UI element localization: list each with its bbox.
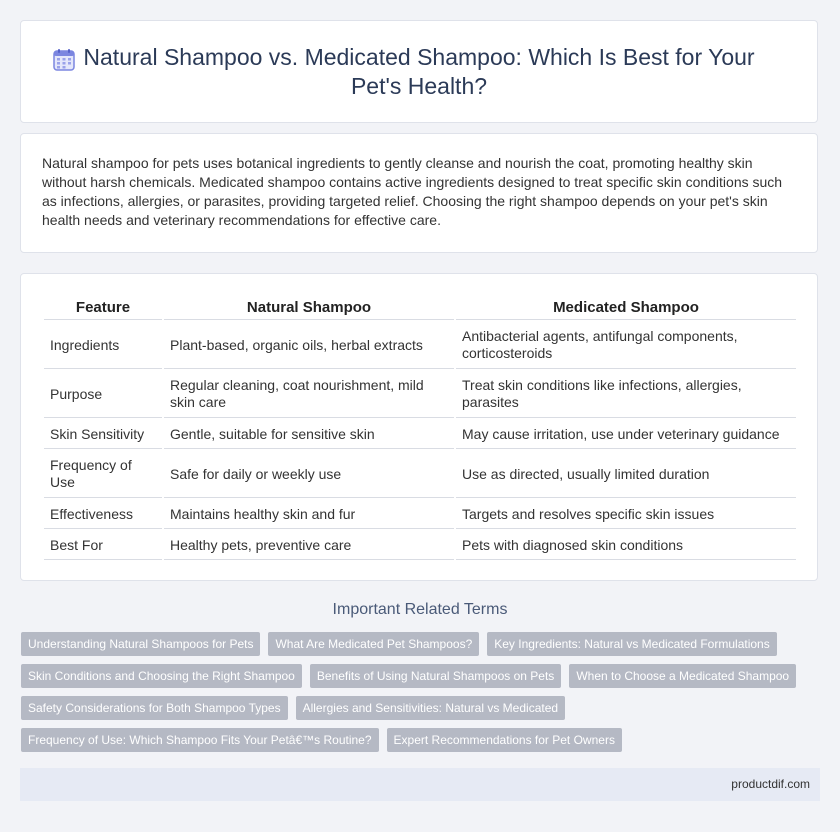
table-row — [44, 420, 796, 449]
related-term-link[interactable]: When to Choose a Medicated Shampoo — [569, 664, 796, 688]
table-cell: Use as directed, usually limited duration — [456, 451, 796, 498]
related-term-link[interactable]: Skin Conditions and Choosing the Right Shampoo — [21, 664, 302, 688]
table-cell: Safe for daily or weekly use — [164, 451, 454, 498]
comparison-table — [42, 294, 798, 562]
table-cell: Regular cleaning, coat nourishment, mild skin care — [164, 371, 454, 418]
related-term-link[interactable]: Key Ingredients: Natural vs Medicated Formulations — [487, 632, 776, 656]
table-row — [44, 322, 796, 369]
table-cell: Effectiveness — [44, 500, 162, 529]
related-term-link[interactable]: Expert Recommendations for Pet Owners — [387, 728, 622, 752]
column-header: Medicated Shampoo — [456, 296, 796, 320]
column-header: Natural Shampoo — [164, 296, 454, 320]
footer — [20, 768, 820, 801]
table-header-row — [44, 296, 796, 320]
comparison-card — [20, 273, 818, 581]
page-title: Natural Shampoo vs. Medicated Shampoo: Which Is Best for Your Pet's Health? — [83, 44, 755, 99]
table-row — [44, 371, 796, 418]
table-cell: Ingredients — [44, 322, 162, 369]
related-term-link[interactable]: Benefits of Using Natural Shampoos on Pets — [310, 664, 561, 688]
table-row — [44, 451, 796, 498]
intro-card — [20, 133, 818, 253]
table-cell: Skin Sensitivity — [44, 420, 162, 449]
table-cell: Purpose — [44, 371, 162, 418]
table-cell: Targets and resolves specific skin issues — [456, 500, 796, 529]
intro-paragraph: Natural shampoo for pets uses botanical ingredients to gently cleanse and nourish the coat, promoting healthy skin without harsh chemicals. Medicated shampoo contains active ingredients designed to treat specific skin conditions such as infections, allergies, or parasites, providing targeted relief. Choosing the right shampoo depends on your pet's skin health needs and veterinary recommendations for effective care. — [42, 155, 783, 228]
table-row — [44, 500, 796, 529]
related-term-link[interactable]: Safety Considerations for Both Shampoo Types — [21, 696, 288, 720]
related-term-link[interactable]: Frequency of Use: Which Shampoo Fits Your Petâ€™s Routine? — [21, 728, 379, 752]
site-name[interactable]: productdif.com — [731, 777, 810, 791]
related-term-link[interactable]: What Are Medicated Pet Shampoos? — [268, 632, 479, 656]
related-terms-list — [21, 632, 811, 752]
header-card — [20, 20, 818, 123]
table-cell: Frequency of Use — [44, 451, 162, 498]
table-cell: Treat skin conditions like infections, allergies, parasites — [456, 371, 796, 418]
related-term-link[interactable]: Understanding Natural Shampoos for Pets — [21, 632, 260, 656]
table-cell: Gentle, suitable for sensitive skin — [164, 420, 454, 449]
related-term-link[interactable]: Allergies and Sensitivities: Natural vs Medicated — [296, 696, 565, 720]
related-terms-heading: Important Related Terms — [332, 601, 508, 618]
table-row — [44, 531, 796, 560]
column-header: Feature — [44, 296, 162, 320]
table-cell: Antibacterial agents, antifungal components, corticosteroids — [456, 322, 796, 369]
table-cell: Pets with diagnosed skin conditions — [456, 531, 796, 560]
table-cell: Maintains healthy skin and fur — [164, 500, 454, 529]
table-cell: Best For — [44, 531, 162, 560]
table-cell: May cause irritation, use under veterinary guidance — [456, 420, 796, 449]
table-cell: Plant-based, organic oils, herbal extracts — [164, 322, 454, 369]
table-cell: Healthy pets, preventive care — [164, 531, 454, 560]
